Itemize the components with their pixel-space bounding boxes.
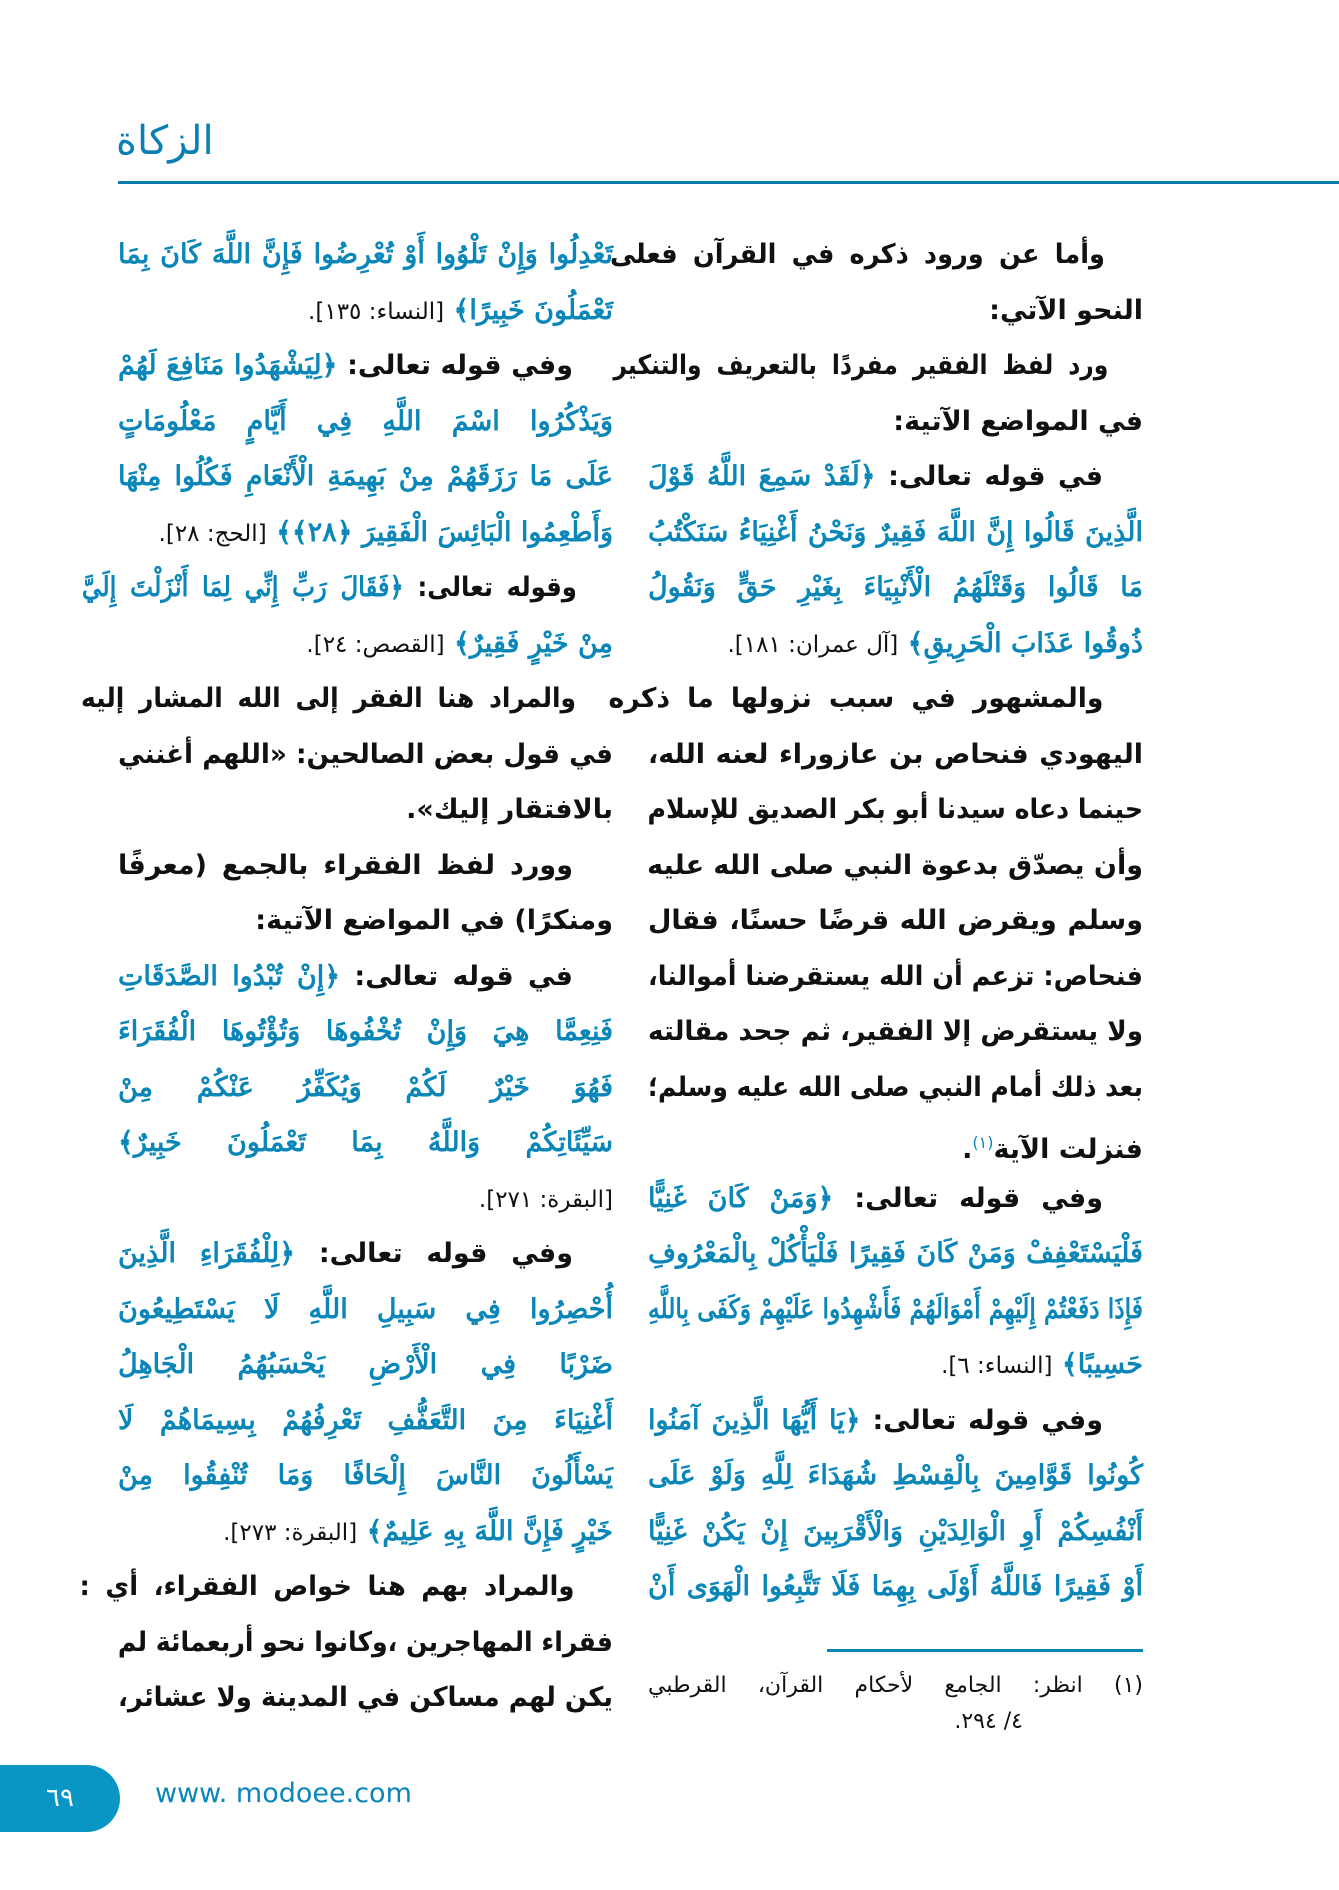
text-line — [118, 838, 613, 894]
body-text: بالافتقار إليك». — [406, 794, 613, 825]
quran-verse: ضَرْبًا فِي الْأَرْضِ يَحْسَبُهُمُ الْجَاهِلُ — [118, 1349, 613, 1380]
text-line — [118, 505, 613, 561]
text-line — [81, 671, 613, 727]
page-number: ٦٩ — [0, 1765, 120, 1832]
text-line — [648, 893, 1143, 949]
text-line — [118, 449, 613, 505]
text-line — [648, 1115, 1143, 1171]
body-text: حينما دعاه سيدنا أبو بكر الصديق للإسلام — [647, 794, 1143, 825]
text-line — [118, 227, 613, 283]
quran-verse: ﴿لَقَدْ سَمِعَ اللَّهُ قَوْلَ — [648, 461, 876, 492]
text-line — [648, 394, 1143, 450]
quran-verse: تَعْمَلُونَ خَبِيرًا﴾ — [444, 294, 613, 326]
body-text: في قوله تعالى: — [875, 461, 1103, 492]
text-line — [118, 1337, 613, 1393]
text-line — [648, 1226, 1143, 1282]
body-text: وفي قوله تعالى: — [295, 1238, 573, 1269]
footnote-line-1: (١) انظر: الجامع لأحكام القرآن، القرطبي — [648, 1673, 1143, 1698]
footnote-rule — [827, 1649, 1143, 1652]
body-text: وسلم ويقرض الله قرضًا حسنًا، فقال — [648, 905, 1143, 936]
text-line — [648, 949, 1143, 1005]
text-line — [118, 1004, 613, 1060]
quran-verse: حَسِيبًا﴾ — [1052, 1349, 1143, 1380]
quran-verse: أَنْفُسِكُمْ أَوِ الْوَالِدَيْنِ وَالْأَقْرَبِينَ إِنْ يَكُنْ غَنِيًّا — [648, 1515, 1143, 1547]
body-text: ورد لفظ الفقير مفردًا بالتعريف والتنكير — [613, 350, 1109, 381]
footnote — [648, 1668, 1143, 1740]
body-text: ومنكرًا) في المواضع الآتية: — [255, 905, 613, 936]
quran-verse: فَلْيَسْتَعْفِفْ وَمَنْ كَانَ فَقِيرًا فَلْيَأْكُلْ بِالْمَعْرُوفِ — [648, 1238, 1143, 1269]
quran-verse: وَأَطْعِمُوا الْبَائِسَ الْفَقِيرَ ﴿٢٨﴾﴾ — [266, 516, 613, 548]
quran-verse: سَيِّئَاتِكُمْ وَاللَّهُ بِمَا تَعْمَلُونَ خَبِيرٌ﴾ — [118, 1127, 613, 1158]
text-line — [608, 671, 1143, 727]
text-line — [648, 1504, 1143, 1560]
text-line — [648, 505, 1143, 561]
quran-verse: فَإِذَا دَفَعْتُمْ إِلَيْهِمْ أَمْوَالَهُمْ فَأَشْهِدُوا عَلَيْهِمْ وَكَفَى بِاللَّهِ — [648, 1293, 1143, 1325]
body-text: في المواضع الآتية: — [893, 405, 1143, 437]
chapter-title: الزكاة — [116, 118, 214, 164]
text-line — [648, 1060, 1143, 1116]
quran-verse: تَعْدِلُوا وَإِنْ تَلْوُوا أَوْ تُعْرِضُوا فَإِنَّ اللَّهَ كَانَ بِمَا — [118, 239, 613, 270]
quran-verse: فَنِعِمَّا هِيَ وَإِنْ تُخْفُوهَا وَتُؤْتُوهَا الْفُقَرَاءَ — [118, 1016, 613, 1047]
text-line — [613, 338, 1143, 394]
text-line — [648, 1559, 1143, 1615]
text-line — [118, 1060, 613, 1116]
body-text: يكن لهم مساكن في المدينة ولا عشائر، — [118, 1682, 613, 1713]
quran-verse: ﴿وَمَنْ كَانَ غَنِيًّا — [648, 1182, 834, 1214]
text-line — [648, 727, 1143, 783]
body-text: في قول بعض الصالحين: «اللهم أغنني — [117, 738, 613, 770]
quran-verse: مَا قَالُوا وَقَتْلَهُمُ الْأَنْبِيَاءَ بِغَيْرِ حَقٍّ وَنَقُولُ — [648, 572, 1143, 603]
verse-reference: [آل عمران: ١٨١]. — [727, 631, 899, 658]
text-line — [610, 227, 1143, 283]
text-line — [118, 616, 613, 672]
quran-verse: عَلَى مَا رَزَقَهُمْ مِنْ بَهِيمَةِ الْأَنْعَامِ فَكُلُوا مِنْهَا — [118, 461, 613, 492]
body-text: النحو الآتي: — [989, 294, 1143, 326]
text-line — [648, 616, 1143, 672]
body-text: وفي قوله تعالى: — [833, 1182, 1103, 1214]
text-line — [648, 560, 1143, 616]
quran-verse: مِنْ خَيْرٍ فَقِيرٌ﴾ — [444, 627, 613, 659]
text-line — [80, 1559, 613, 1615]
text-line — [118, 338, 613, 394]
quran-verse: أَوْ فَقِيرًا فَاللَّهُ أَوْلَى بِهِمَا فَلَا تَتَّبِعُوا الْهَوَى أَنْ — [648, 1571, 1143, 1602]
quran-verse: كُونُوا قَوَّامِينَ بِالْقِسْطِ شُهَدَاءَ لِلَّهِ وَلَوْ عَلَى — [648, 1460, 1143, 1491]
text-line — [118, 1615, 613, 1671]
body-text: وفي قوله تعالى: — [860, 1404, 1103, 1436]
right-column — [608, 227, 1143, 1615]
text-line — [648, 1448, 1143, 1504]
text-line — [118, 1171, 613, 1227]
verse-reference: [القصص: ٢٤]. — [306, 631, 445, 658]
text-line — [648, 1337, 1143, 1393]
body-text: وفي قوله تعالى: — [337, 350, 573, 381]
footnote-marker[interactable]: (١) — [972, 1133, 994, 1152]
text-line — [118, 893, 613, 949]
verse-reference: [البقرة: ٢٧٣]. — [223, 1519, 358, 1546]
text-line — [118, 1115, 613, 1171]
quran-verse: يَسْأَلُونَ النَّاسَ إِلْحَافًا وَمَا تُنْفِقُوا مِنْ — [118, 1460, 613, 1491]
quran-verse: أُحْصِرُوا فِي سَبِيلِ اللَّهِ لَا يَسْتَطِيعُونَ — [118, 1293, 613, 1325]
quran-verse: ذُوقُوا عَذَابَ الْحَرِيقِ﴾ — [898, 627, 1143, 659]
body-text: ولا يستقرض إلا الفقير، ثم جحد مقالته — [648, 1016, 1143, 1047]
text-line — [648, 1171, 1143, 1227]
text-line — [118, 949, 613, 1005]
footnote-line-2: ٤/ ٢٩٤. — [954, 1709, 1023, 1734]
body-text: . — [962, 1134, 973, 1165]
quran-verse: خَيْرٍ فَإِنَّ اللَّهَ بِهِ عَلِيمٌ﴾ — [357, 1515, 613, 1547]
text-line — [118, 1670, 613, 1726]
text-line — [118, 283, 613, 339]
body-text: في قوله تعالى: — [340, 960, 573, 992]
text-line — [648, 782, 1143, 838]
left-column — [79, 227, 613, 1726]
quran-verse: وَيَذْكُرُوا اسْمَ اللَّهِ فِي أَيَّامٍ مَعْلُومَاتٍ — [118, 405, 613, 437]
text-line — [118, 1393, 613, 1449]
verse-reference: [النساء: ١٣٥]. — [308, 298, 445, 325]
text-line — [118, 394, 613, 450]
text-line — [648, 1004, 1143, 1060]
header-rule — [118, 181, 1339, 184]
body-text: فنحاص: تزعم أن الله يستقرضنا أموالنا، — [648, 960, 1143, 992]
text-line — [648, 838, 1143, 894]
body-text: وأن يصدّق بدعوة النبي صلى الله عليه — [647, 849, 1143, 881]
body-text: فنزلت الآية — [993, 1134, 1143, 1165]
quran-verse: ﴿لِلْفُقَرَاءِ الَّذِينَ — [118, 1238, 296, 1269]
body-text: فقراء المهاجرين ،وكانوا نحو أربعمائة لم — [117, 1626, 613, 1658]
quran-verse: أَغْنِيَاءَ مِنَ التَّعَفُّفِ تَعْرِفُهُمْ بِسِيمَاهُمْ لَا — [118, 1404, 613, 1436]
verse-reference: [النساء: ٦]. — [941, 1353, 1053, 1379]
body-text: اليهودي فنحاص بن عازوراء لعنه الله، — [648, 738, 1143, 770]
text-line — [118, 1226, 613, 1282]
verse-reference: [البقرة: ٢٧١]. — [478, 1186, 613, 1213]
text-line — [648, 1282, 1143, 1338]
body-text: والمشهور في سبب نزولها ما ذكره — [608, 683, 1104, 714]
verse-reference: [الحج: ٢٨]. — [158, 520, 267, 547]
quran-verse: الَّذِينَ قَالُوا إِنَّ اللَّهَ فَقِيرٌ وَنَحْنُ أَغْنِيَاءُ سَنَكْتُبُ — [648, 516, 1143, 548]
text-line — [648, 283, 1143, 339]
text-line — [648, 449, 1143, 505]
quran-verse: ﴿فَقَالَ رَبِّ إِنِّي لِمَا أَنْزَلْتَ إِلَيَّ — [81, 572, 404, 603]
text-line — [82, 560, 613, 616]
text-line — [118, 1448, 613, 1504]
quran-verse: ﴿يَا أَيُّهَا الَّذِينَ آمَنُوا — [648, 1404, 861, 1436]
text-line — [648, 1393, 1143, 1449]
body-text: وقوله تعالى: — [403, 572, 577, 603]
quran-verse: ﴿لِيَشْهَدُوا مَنَافِعَ لَهُمْ — [118, 350, 338, 381]
website-url[interactable]: www. modoee.com — [155, 1778, 412, 1809]
text-line — [118, 1504, 613, 1560]
quran-verse: فَهُوَ خَيْرٌ لَكُمْ وَيُكَفِّرُ عَنْكُمْ مِنْ — [118, 1071, 613, 1103]
quran-verse: ﴿إِنْ تُبْدُوا الصَّدَقَاتِ — [118, 960, 341, 992]
text-line — [118, 1282, 613, 1338]
body-text: بعد ذلك أمام النبي صلى الله عليه وسلم؛ — [648, 1071, 1143, 1103]
text-line — [118, 727, 613, 783]
body-text: وأما عن ورود ذكره في القرآن فعلى — [609, 239, 1105, 270]
text-line — [118, 782, 613, 838]
body-text: والمراد هنا الفقر إلى الله المشار إليه — [81, 683, 577, 714]
body-text: والمراد بهم هنا خواص الفقراء، أي : — [79, 1571, 575, 1602]
body-text: وورد لفظ الفقراء بالجمع (معرفًا — [118, 849, 573, 881]
